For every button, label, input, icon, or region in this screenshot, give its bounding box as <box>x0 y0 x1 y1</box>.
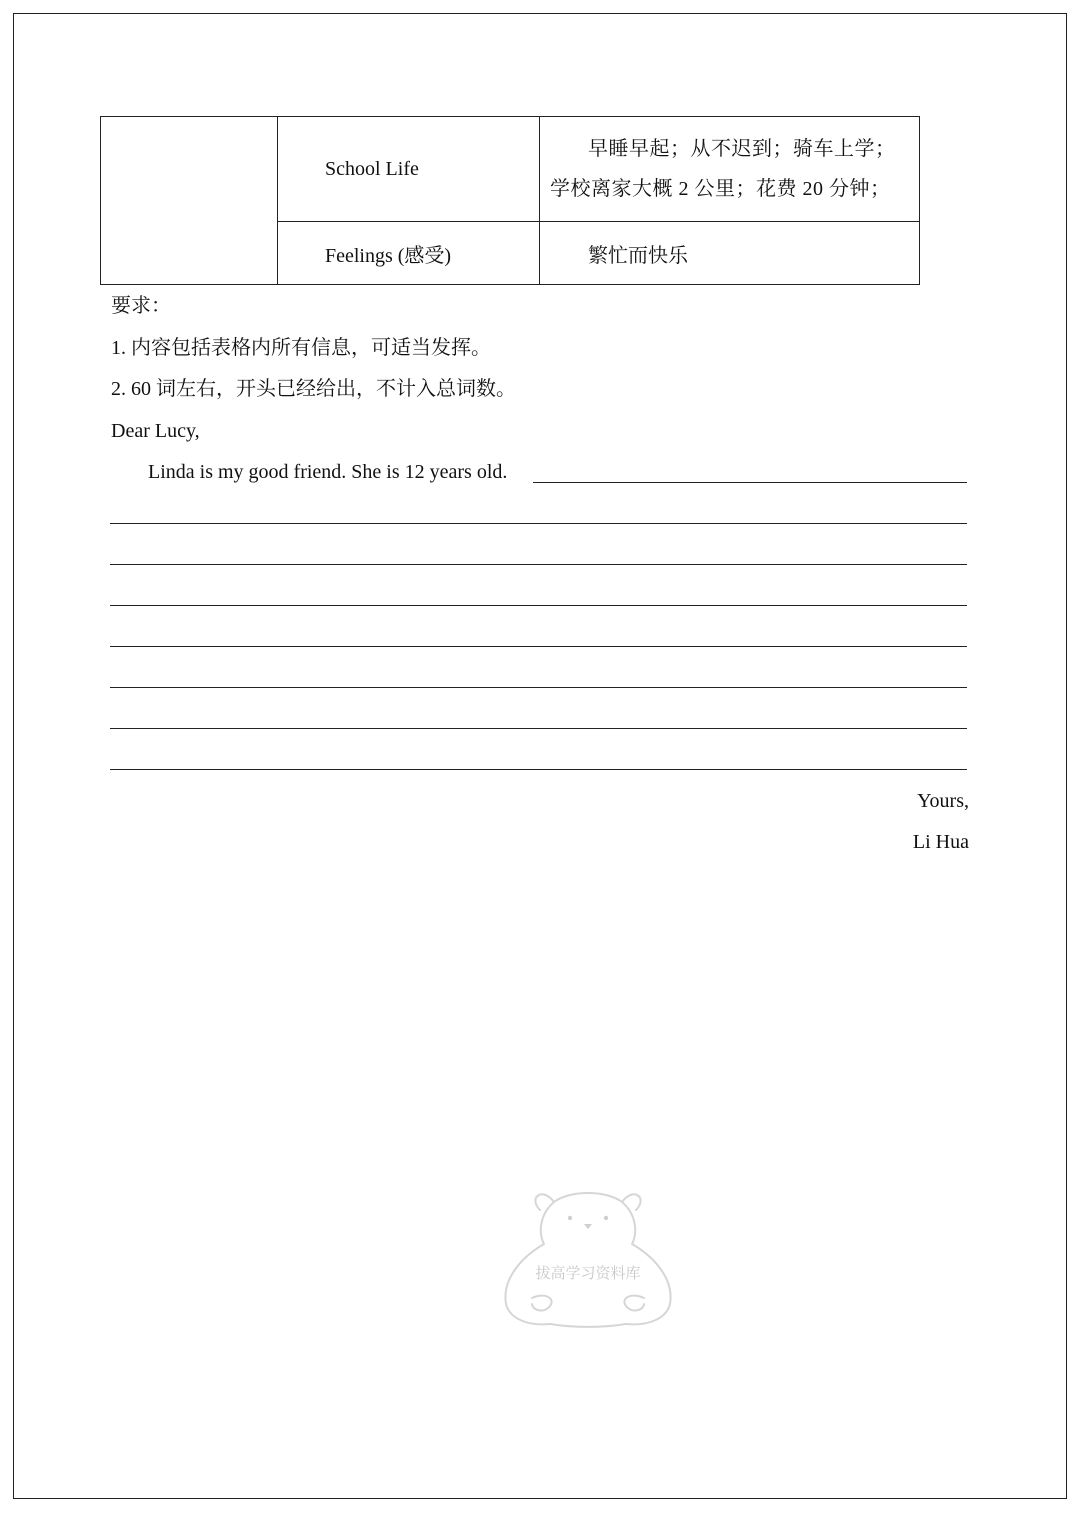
watermark-text: 拔高学习资料库 <box>535 1264 641 1282</box>
watermark <box>498 1180 678 1330</box>
table-label-cell <box>278 117 540 222</box>
bear-icon <box>498 1180 678 1330</box>
answer-line[interactable] <box>110 564 967 565</box>
table-label-cell <box>278 222 540 285</box>
answer-line[interactable] <box>110 687 967 688</box>
letter-salutation: Dear Lucy, <box>111 420 200 442</box>
answer-line[interactable] <box>533 482 967 483</box>
letter-closing: Yours, <box>917 790 969 812</box>
answer-line[interactable] <box>110 769 967 770</box>
feelings-value: 繁忙而快乐 <box>588 244 688 267</box>
info-table <box>100 116 920 285</box>
table-value-cell <box>540 222 920 285</box>
feelings-label: Feelings (感受) <box>325 244 452 267</box>
school-life-label: School Life <box>325 157 419 180</box>
requirements-title: 要求： <box>111 295 171 317</box>
table-blank-cell <box>101 117 278 285</box>
requirement-item: 2. 60 词左右，开头已经给出，不计入总词数。 <box>111 378 516 400</box>
answer-line[interactable] <box>110 728 967 729</box>
requirement-item: 1. 内容包括表格内所有信息，可适当发挥。 <box>111 337 491 359</box>
table-row <box>101 117 920 222</box>
answer-line[interactable] <box>110 605 967 606</box>
answer-line[interactable] <box>110 646 967 647</box>
table-value-cell <box>540 117 920 222</box>
letter-signature: Li Hua <box>912 831 969 853</box>
letter-opening: Linda is my good friend. She is 12 years old. <box>148 461 508 483</box>
school-life-value: 早睡早起；从不迟到；骑车上学；学校离家大概 2 公里；花费 20 分钟； <box>550 138 896 200</box>
answer-line[interactable] <box>110 523 967 524</box>
